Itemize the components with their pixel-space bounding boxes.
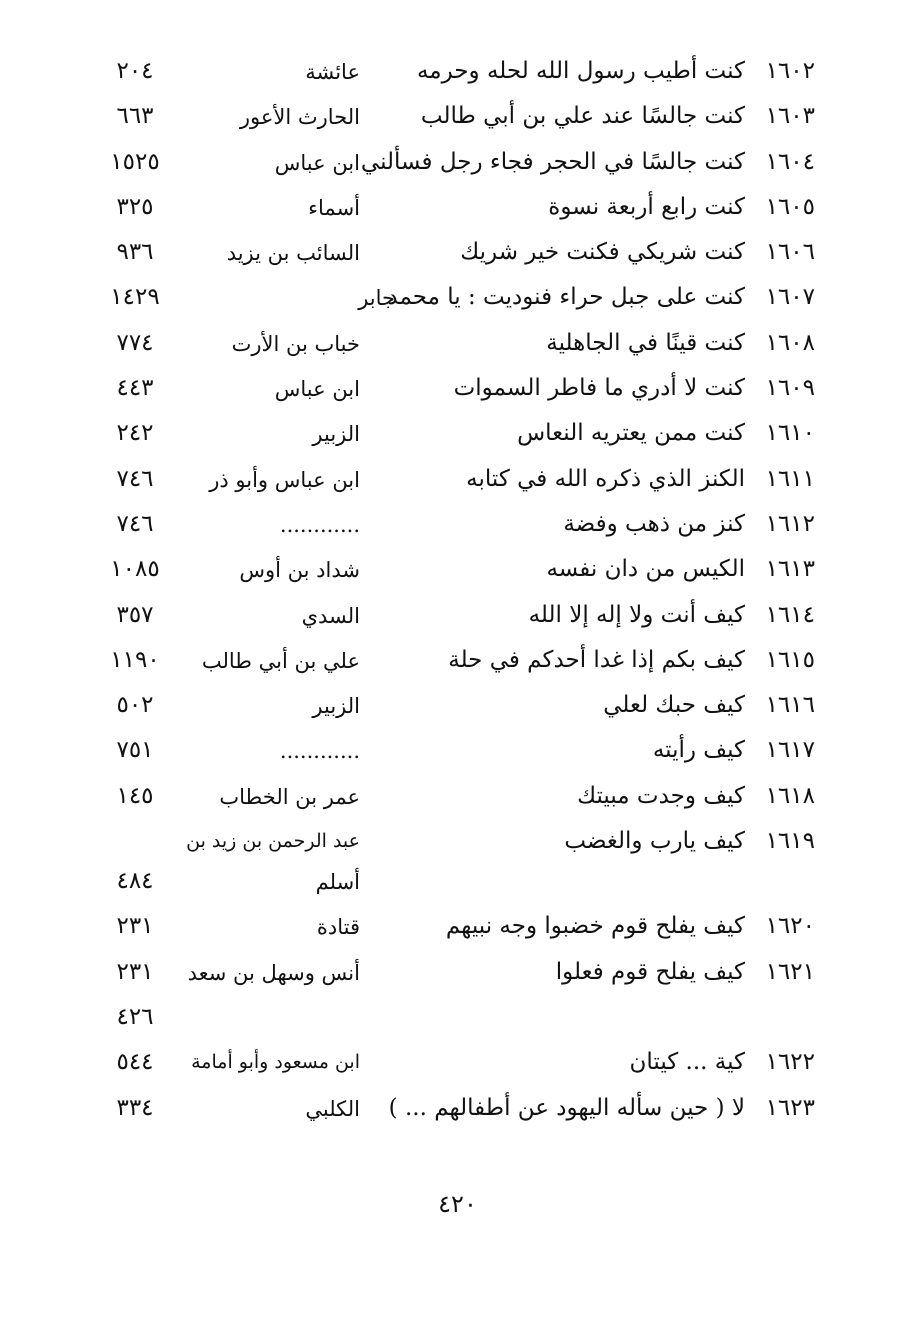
index-row xyxy=(95,998,815,1043)
entry-narrator: السائب بن يزيد xyxy=(226,241,360,266)
entry-text: كنت على جبل حراء فنوديت : يا محمد xyxy=(387,284,745,311)
entry-text: كيف وجدت مبيتك xyxy=(577,782,745,809)
entry-number: ١٦١٤ xyxy=(765,601,815,628)
entry-text: كيف أنت ولا إله إلا الله xyxy=(528,601,745,628)
index-row xyxy=(95,505,815,550)
entry-text: كنت جالسًا عند علي بن أبي طالب xyxy=(420,103,745,130)
entry-narrator: ابن عباس xyxy=(274,150,360,175)
index-row xyxy=(95,278,815,323)
index-list xyxy=(95,52,815,1134)
index-row xyxy=(95,143,815,188)
entry-number: ١٦٠٣ xyxy=(765,103,815,130)
index-row xyxy=(95,777,815,822)
entry-text: كنت شريكي فكنت خير شريك xyxy=(460,239,745,266)
index-row xyxy=(95,686,815,731)
entry-number: ١٦١٨ xyxy=(765,782,815,809)
entry-text: كنت ممن يعتريه النعاس xyxy=(517,420,745,447)
index-row xyxy=(95,731,815,776)
entry-text: كنت جالسًا في الحجر فجاء رجل فسألني xyxy=(360,148,745,175)
entry-narrator: عائشة xyxy=(305,60,360,84)
entry-narrator: الزبير xyxy=(312,694,360,719)
entry-number: ١٦١٢ xyxy=(765,510,815,537)
entry-narrator: قتادة xyxy=(316,915,360,940)
entry-narrator: شداد بن أوس xyxy=(239,558,360,583)
entry-page: ٢٤٢ xyxy=(116,420,154,447)
entry-narrator: ............ xyxy=(279,512,360,537)
index-row xyxy=(95,550,815,595)
entry-narrator: ابن عباس xyxy=(274,377,360,402)
entry-text: الكنز الذي ذكره الله في كتابه xyxy=(466,465,745,492)
entry-number: ١٦١٣ xyxy=(765,556,815,583)
entry-page: ١٤٥ xyxy=(116,782,154,809)
index-row xyxy=(95,233,815,278)
entry-narrator: أنس وسهل بن سعد xyxy=(187,960,360,985)
entry-number: ١٦١١ xyxy=(765,465,815,492)
entry-narrator: ............ xyxy=(279,739,360,764)
entry-text: كيف حبك لعلي xyxy=(603,692,745,719)
entry-page: ١٥٢٥ xyxy=(110,148,160,175)
entry-number: ١٦٠٦ xyxy=(765,239,815,266)
entry-number: ١٦٠٥ xyxy=(765,193,815,220)
index-row xyxy=(95,1043,815,1088)
entry-number: ١٦٢٠ xyxy=(765,913,815,940)
index-row xyxy=(95,414,815,459)
entry-text: كنت قينًا في الجاهلية xyxy=(546,329,745,356)
index-row xyxy=(95,460,815,505)
index-row xyxy=(95,953,815,998)
index-row xyxy=(95,324,815,369)
entry-narrator: أسلم xyxy=(315,870,360,895)
entry-page: ٣٢٥ xyxy=(116,193,154,220)
index-row xyxy=(95,596,815,641)
index-row xyxy=(95,641,815,686)
entry-narrator: أسماء xyxy=(308,195,360,220)
entry-page: ٧٧٤ xyxy=(116,329,154,356)
index-row xyxy=(95,97,815,142)
entry-narrator: عمر بن الخطاب xyxy=(219,784,360,809)
entry-number: ١٦٠٨ xyxy=(765,329,815,356)
entry-number: ١٦١٠ xyxy=(765,420,815,447)
entry-number: ١٦١٥ xyxy=(765,646,815,673)
entry-page: ٥٤٤ xyxy=(116,1049,154,1076)
entry-page: ٢٣١ xyxy=(116,913,154,940)
entry-number: ١٦١٧ xyxy=(765,737,815,764)
entry-number: ١٦٠٩ xyxy=(765,375,815,402)
entry-text: كنت أطيب رسول الله لحله وحرمه xyxy=(416,58,745,84)
entry-text: كيف يفلح قوم فعلوا xyxy=(555,958,745,985)
entry-page: ٩٣٦ xyxy=(116,239,154,266)
entry-narrator: خباب بن الأرت xyxy=(231,331,360,356)
index-row xyxy=(95,369,815,414)
entry-page: ٧٤٦ xyxy=(116,510,154,537)
entry-page: ١٤٢٩ xyxy=(110,284,160,311)
entry-page: ٤٤٣ xyxy=(116,375,154,402)
index-row xyxy=(95,862,815,907)
entry-narrator: عبد الرحمن بن زيد بن xyxy=(186,830,360,853)
entry-number: ١٦٠٢ xyxy=(765,58,815,84)
entry-page: ٤٨٤ xyxy=(116,868,154,895)
entry-number: ١٦٠٤ xyxy=(765,148,815,175)
entry-text: كنت رابع أربعة نسوة xyxy=(548,193,745,220)
entry-narrator: السدي xyxy=(301,603,360,628)
entry-page: ٧٤٦ xyxy=(116,465,154,492)
entry-narrator: الحارث الأعور xyxy=(239,105,360,130)
entry-page: ١٠٨٥ xyxy=(110,556,160,583)
entry-page: ٧٥١ xyxy=(116,737,154,764)
entry-page: ٢٠٤ xyxy=(116,58,154,84)
entry-number: ١٦٢١ xyxy=(765,958,815,985)
entry-text: لا ( حين سأله اليهود عن أطفالهم ... ) xyxy=(388,1094,745,1121)
entry-text: كيف رأيته xyxy=(652,737,745,764)
index-row xyxy=(95,52,815,97)
entry-narrator: الزبير xyxy=(312,422,360,447)
entry-text: كيف يارب والغضب xyxy=(564,828,745,855)
entry-page: ٦٦٣ xyxy=(116,103,154,130)
entry-narrator: علي بن أبي طالب xyxy=(201,648,360,673)
entry-page: ٣٥٧ xyxy=(116,601,154,628)
entry-text: كنز من ذهب وفضة xyxy=(563,510,745,537)
entry-narrator: جابر xyxy=(358,286,395,311)
entry-text: كيف يفلح قوم خضبوا وجه نبيهم xyxy=(445,913,745,940)
entry-page: ٢٣١ xyxy=(116,958,154,985)
index-row xyxy=(95,1089,815,1134)
entry-number: ١٦١٦ xyxy=(765,692,815,719)
index-row xyxy=(95,188,815,233)
index-row xyxy=(95,907,815,952)
entry-narrator: الكلبي xyxy=(305,1096,360,1121)
entry-number: ١٦٠٧ xyxy=(765,284,815,311)
entry-text: كنت لا أدري ما فاطر السموات xyxy=(453,375,745,402)
entry-number: ١٦١٩ xyxy=(765,828,815,855)
entry-text: كيف بكم إذا غدا أحدكم في حلة xyxy=(448,646,745,673)
page-number: ٤٢٠ xyxy=(438,1190,477,1218)
entry-page: ٤٢٦ xyxy=(116,1003,154,1030)
entry-narrator: ابن مسعود وأبو أمامة xyxy=(191,1051,360,1074)
entry-text: الكيس من دان نفسه xyxy=(546,556,745,583)
entry-number: ١٦٢٣ xyxy=(765,1094,815,1121)
entry-text: كية ... كيتان xyxy=(629,1049,745,1076)
entry-page: ١١٩٠ xyxy=(110,646,160,673)
entry-narrator: ابن عباس وأبو ذر xyxy=(209,467,360,492)
entry-page: ٥٠٢ xyxy=(116,692,154,719)
entry-page: ٣٣٤ xyxy=(116,1094,154,1121)
index-row xyxy=(95,822,815,862)
entry-number: ١٦٢٢ xyxy=(765,1049,815,1076)
